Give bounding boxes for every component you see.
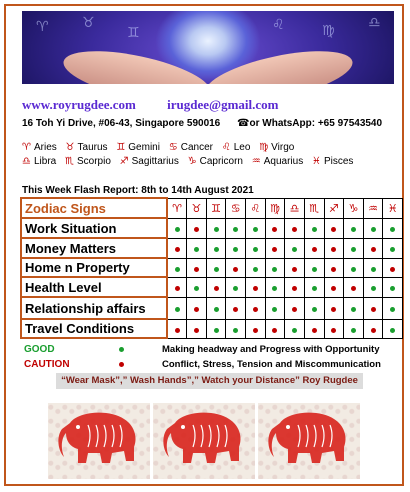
caution-dot [253, 328, 258, 333]
good-dot [312, 227, 317, 232]
caution-dot [292, 267, 297, 272]
caution-dot [312, 328, 317, 333]
elephant-image [258, 403, 360, 479]
caution-dot [272, 247, 277, 252]
good-dot [175, 227, 180, 232]
rating-cell-sagittarius [324, 238, 344, 258]
rating-cell-cancer [226, 297, 246, 319]
rating-cell-leo [246, 319, 266, 338]
rating-cell-libra [285, 277, 305, 297]
rating-cell-aries [167, 218, 187, 238]
rating-cell-gemini [206, 238, 226, 258]
rating-cell-taurus [187, 258, 207, 277]
virgo-icon: ♍ [265, 198, 285, 218]
rating-cell-pisces [383, 218, 403, 238]
caution-dot [331, 328, 336, 333]
email-link[interactable]: irugdee@gmail.com [167, 97, 279, 112]
gemini-icon: ♊ [206, 198, 226, 218]
table-row [21, 319, 403, 338]
caution-dot [371, 307, 376, 312]
libra-icon: ♎ [22, 156, 31, 167]
rating-cell-gemini [206, 277, 226, 297]
rating-cell-aquarius [363, 277, 383, 297]
aquarius-icon: ♒ [251, 156, 261, 167]
rating-cell-sagittarius [324, 319, 344, 338]
table-row [21, 238, 403, 258]
caution-dot [253, 307, 258, 312]
elephant-eye [286, 425, 290, 429]
rating-cell-libra [285, 238, 305, 258]
good-dot [390, 328, 395, 333]
legend-dot-caution [119, 362, 124, 367]
sagittarius-icon: ♐ [324, 198, 344, 218]
good-dot [233, 227, 238, 232]
sign-name-cancer: Cancer [180, 142, 213, 153]
rating-cell-gemini [206, 218, 226, 238]
legend-key-good: GOOD [24, 344, 55, 355]
rating-cell-gemini [206, 319, 226, 338]
hero-zodiac-glyph: ♉ [82, 15, 95, 31]
hero-zodiac-glyph: ♊ [127, 25, 140, 41]
good-dot [194, 247, 199, 252]
leo-icon: ♌ [221, 142, 231, 153]
row-label: Travel Conditions [21, 319, 167, 338]
row-label: Home n Property [21, 258, 167, 277]
good-dot [292, 247, 297, 252]
rating-cell-virgo [265, 218, 285, 238]
caution-dot [390, 267, 395, 272]
good-dot [292, 328, 297, 333]
good-dot [214, 267, 219, 272]
caution-dot [292, 227, 297, 232]
elephant-image [153, 403, 255, 479]
sign-name-pisces: Pisces [323, 156, 354, 167]
rating-cell-aquarius [363, 319, 383, 338]
rating-cell-capricorn [344, 319, 364, 338]
rating-cell-capricorn [344, 277, 364, 297]
caution-dot [331, 286, 336, 291]
rating-cell-cancer [226, 218, 246, 238]
rating-cell-cancer [226, 238, 246, 258]
good-dot [351, 328, 356, 333]
elephant-image [48, 403, 150, 479]
elephant-drawing [258, 403, 360, 479]
address-text: 16 Toh Yi Drive, #06-43, Singapore 590016 [22, 118, 221, 129]
good-dot [175, 307, 180, 312]
elephant-eye [181, 425, 185, 429]
report-title: This Week Flash Report: 8th to 14th August 2021 [22, 185, 254, 196]
good-dot [233, 247, 238, 252]
good-dot [351, 227, 356, 232]
caution-dot [175, 247, 180, 252]
caution-dot [371, 247, 376, 252]
rating-cell-cancer [226, 319, 246, 338]
rating-cell-virgo [265, 297, 285, 319]
rating-cell-aries [167, 258, 187, 277]
rating-cell-capricorn [344, 218, 364, 238]
good-dot [253, 267, 258, 272]
capricorn-icon: ♑ [187, 156, 197, 167]
hero-zodiac-glyph: ♈ [36, 19, 49, 35]
good-dot [390, 307, 395, 312]
sign-name-leo: Leo [233, 142, 251, 153]
elephant-drawing [48, 403, 150, 479]
rating-cell-aquarius [363, 297, 383, 319]
scorpio-icon: ♏ [304, 198, 324, 218]
caution-dot [292, 286, 297, 291]
sign-name-taurus: Taurus [77, 142, 108, 153]
good-dot [214, 328, 219, 333]
caution-dot [331, 307, 336, 312]
pisces-icon: ♓ [311, 156, 321, 167]
rating-cell-leo [246, 297, 266, 319]
left-hand [59, 41, 214, 84]
rating-cell-sagittarius [324, 218, 344, 238]
rating-cell-gemini [206, 297, 226, 319]
sign-name-libra: Libra [33, 156, 57, 167]
good-dot [312, 286, 317, 291]
libra-icon: ♎ [285, 198, 305, 218]
leo-icon: ♌ [246, 198, 266, 218]
elephant-body [268, 413, 345, 463]
table-body [21, 218, 403, 338]
good-dot [390, 247, 395, 252]
good-dot [390, 286, 395, 291]
phone-text: or WhatsApp: +65 97543540 [249, 118, 383, 129]
good-dot [312, 307, 317, 312]
aries-icon: ♈ [167, 198, 187, 218]
caution-dot [214, 286, 219, 291]
elephant-body [163, 413, 240, 463]
phone-icon: ☎ [237, 118, 250, 129]
rating-cell-aries [167, 277, 187, 297]
table-row [21, 218, 403, 238]
rating-cell-cancer [226, 277, 246, 297]
rating-cell-libra [285, 258, 305, 277]
table-row [21, 258, 403, 277]
sign-name-aries: Aries [33, 142, 57, 153]
caution-dot [194, 267, 199, 272]
rating-cell-scorpio [304, 238, 324, 258]
sign-name-sagittarius: Sagittarius [131, 156, 179, 167]
caution-dot [312, 247, 317, 252]
good-dot [214, 247, 219, 252]
good-dot [253, 247, 258, 252]
row-label: Health Level [21, 277, 167, 297]
rating-cell-gemini [206, 258, 226, 277]
caution-dot [233, 267, 238, 272]
rating-cell-leo [246, 258, 266, 277]
rating-cell-scorpio [304, 218, 324, 238]
rating-cell-sagittarius [324, 258, 344, 277]
rating-cell-pisces [383, 277, 403, 297]
elephant-body [58, 413, 135, 463]
caution-dot [175, 286, 180, 291]
caution-dot [331, 267, 336, 272]
good-dot [371, 227, 376, 232]
caution-dot [351, 286, 356, 291]
caution-dot [175, 328, 180, 333]
rating-cell-capricorn [344, 238, 364, 258]
rating-cell-pisces [383, 297, 403, 319]
rating-cell-taurus [187, 319, 207, 338]
rating-cell-taurus [187, 277, 207, 297]
good-dot [233, 328, 238, 333]
rating-cell-scorpio [304, 258, 324, 277]
rating-cell-capricorn [344, 258, 364, 277]
address-line [22, 118, 382, 129]
good-dot [214, 227, 219, 232]
good-dot [272, 267, 277, 272]
good-dot [233, 286, 238, 291]
elephant-drawing [153, 403, 255, 479]
right-hand [201, 41, 356, 84]
rating-cell-pisces [383, 238, 403, 258]
row-label: Relationship affairs [21, 297, 167, 319]
row-label: Money Matters [21, 238, 167, 258]
rating-cell-libra [285, 297, 305, 319]
hero-zodiac-glyph: ♍ [322, 23, 335, 39]
rating-cell-aquarius [363, 218, 383, 238]
caution-dot [253, 286, 258, 291]
rating-cell-pisces [383, 258, 403, 277]
legend-key-caution: CAUTION [24, 359, 70, 370]
zodiac-list-row-2 [22, 156, 359, 167]
good-dot [390, 227, 395, 232]
cancer-icon: ♋ [168, 142, 178, 153]
sagittarius-icon: ♐ [119, 156, 129, 167]
contact-links [22, 97, 307, 113]
gemini-icon: ♊ [116, 142, 126, 153]
sign-name-aquarius: Aquarius [263, 156, 304, 167]
rating-cell-leo [246, 238, 266, 258]
rating-cell-scorpio [304, 277, 324, 297]
caution-dot [194, 227, 199, 232]
hero-zodiac-glyph: ♌ [272, 17, 285, 33]
good-dot [312, 267, 317, 272]
legend-text-good: Making headway and Progress with Opportunity [162, 344, 380, 355]
sign-name-scorpio: Scorpio [76, 156, 111, 167]
caution-dot [233, 307, 238, 312]
good-dot [351, 307, 356, 312]
rating-cell-cancer [226, 258, 246, 277]
scorpio-icon: ♏ [65, 156, 74, 167]
taurus-icon: ♉ [65, 142, 75, 153]
elephant-eye [76, 425, 80, 429]
hero-zodiac-glyph: ♎ [368, 15, 381, 31]
caution-dot [371, 328, 376, 333]
good-dot [272, 286, 277, 291]
aquarius-icon: ♒ [363, 198, 383, 218]
capricorn-icon: ♑ [344, 198, 364, 218]
legend-text-caution: Conflict, Stress, Tension and Miscommunication [162, 359, 381, 370]
caution-dot [272, 227, 277, 232]
good-dot [371, 267, 376, 272]
good-dot [351, 247, 356, 252]
rating-cell-virgo [265, 238, 285, 258]
rating-cell-aries [167, 319, 187, 338]
caution-dot [331, 227, 336, 232]
virgo-icon: ♍ [259, 142, 269, 153]
rating-cell-virgo [265, 258, 285, 277]
caution-dot [194, 328, 199, 333]
rating-cell-aquarius [363, 258, 383, 277]
rating-cell-scorpio [304, 297, 324, 319]
good-dot [214, 307, 219, 312]
website-link[interactable]: www.royrugdee.com [22, 97, 136, 112]
rating-cell-leo [246, 277, 266, 297]
table-row [21, 277, 403, 297]
taurus-icon: ♉ [187, 198, 207, 218]
sign-name-gemini: Gemini [128, 142, 160, 153]
rating-cell-taurus [187, 297, 207, 319]
rating-cell-capricorn [344, 297, 364, 319]
rating-cell-leo [246, 218, 266, 238]
zodiac-signs-header: Zodiac Signs [21, 198, 167, 218]
good-dot [253, 227, 258, 232]
rating-cell-sagittarius [324, 277, 344, 297]
zodiac-list-row-1 [22, 142, 300, 153]
zodiac-hero-image [22, 11, 394, 84]
rating-cell-taurus [187, 218, 207, 238]
rating-cell-scorpio [304, 319, 324, 338]
rating-cell-aquarius [363, 238, 383, 258]
rating-cell-virgo [265, 319, 285, 338]
good-dot [272, 307, 277, 312]
row-label: Work Situation [21, 218, 167, 238]
rating-cell-aries [167, 238, 187, 258]
aries-icon: ♈ [22, 142, 31, 153]
cancer-icon: ♋ [226, 198, 246, 218]
rating-cell-libra [285, 319, 305, 338]
sign-name-capricorn: Capricorn [199, 156, 243, 167]
rating-cell-taurus [187, 238, 207, 258]
table-header-row [21, 198, 403, 218]
rating-cell-virgo [265, 277, 285, 297]
caution-dot [331, 247, 336, 252]
good-dot [351, 267, 356, 272]
rating-cell-pisces [383, 319, 403, 338]
legend-dot-good [119, 347, 124, 352]
table-row [21, 297, 403, 319]
caution-dot [292, 307, 297, 312]
forecast-table [20, 197, 403, 339]
pisces-icon: ♓ [383, 198, 403, 218]
rating-cell-aries [167, 297, 187, 319]
caution-dot [194, 307, 199, 312]
caution-dot [272, 328, 277, 333]
quote-banner: “Wear Mask”,” Wash Hands”,” Watch your Distance” Roy Rugdee [56, 373, 363, 389]
rating-cell-libra [285, 218, 305, 238]
good-dot [175, 267, 180, 272]
rating-cell-sagittarius [324, 297, 344, 319]
good-dot [371, 286, 376, 291]
sign-name-virgo: Virgo [271, 142, 295, 153]
good-dot [194, 286, 199, 291]
